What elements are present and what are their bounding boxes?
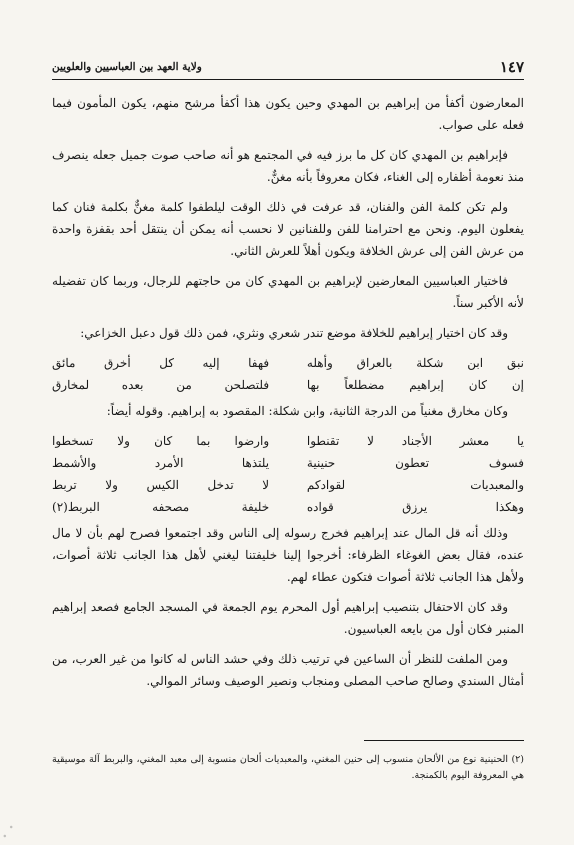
scan-speckle bbox=[0, 815, 16, 845]
verse-line bbox=[52, 352, 524, 374]
verse-line bbox=[52, 374, 524, 396]
verse-second-hemistich: يلتذها الأمرد والأشمط bbox=[52, 456, 270, 470]
running-head: ولاية العهد بين العباسيين والعلويين bbox=[52, 61, 202, 73]
verse-first-hemistich: يا معشر الأجناد لا تقنطوا bbox=[306, 434, 524, 448]
verse-line bbox=[52, 474, 524, 496]
verse-second-hemistich: وارضوا بما كان ولا تسخطوا bbox=[52, 434, 270, 448]
paragraph: ولم تكن كلمة الفن والفنان، قد عرفت في ذلك الوقت ليلطفوا كلمة مغنٌّ بكلمة فنان كما يفعلون اليوم. ونحن مع احترامنا للفن وللفنانين لا نحسب أنه يمكن أن ينتقل أحد بقفزة واحدة من عرش الفن إلى عرش الخلافة ويكون أهلاً للعرش الثاني. bbox=[52, 200, 524, 258]
main-text bbox=[52, 92, 524, 700]
paragraph: المعارضون أكفأ من إبراهيم بن المهدي وحين يكون هذا أكفأ مرشح منهم، يكون المأمون فيما فعله على صواب. bbox=[52, 96, 524, 132]
page-header bbox=[52, 58, 524, 76]
footnote-rule bbox=[364, 740, 524, 741]
poem-second bbox=[52, 430, 524, 518]
paragraph: فإبراهيم بن المهدي كان كل ما برز فيه في المجتمع هو أنه صاحب صوت جميل جعله ينصرف منذ نعومة أظفاره إلى الغناء، فكان معروفاً بأنه مغنٌّ. bbox=[52, 148, 524, 184]
verse-first-hemistich: نبق ابن شكلة بالعراق وأهله bbox=[306, 356, 524, 370]
paragraph: وقد كان الاحتفال بتنصيب إبراهيم أول المحرم يوم الجمعة في المسجد الجامع فصعد إبراهيم المنبر فكان أول من بايعه العباسيون. bbox=[52, 600, 524, 636]
verse-line bbox=[52, 430, 524, 452]
verse-second-hemistich: فلتصلحن من بعده لمخارق bbox=[52, 378, 270, 392]
paragraph: فاختيار العباسيين المعارضين لإبراهيم بن المهدي كان من حاجتهم للرجال، وربما كان تفضيله لأنه الأكبر سناً. bbox=[52, 274, 524, 310]
paragraph: ومن الملفت للنظر أن الساعين في ترتيب ذلك وفي حشد الناس له كانوا من غير العرب، من أمثال السندي وصالح صاحب المصلى ومنجاب ونصير الوصيف وسائر الموالي. bbox=[52, 652, 524, 688]
paragraph: وذلك أنه قل المال عند إبراهيم فخرج رسوله إلى الناس وقد اجتمعوا فصرح لهم بأن لا مال عنده، فقال بعض الغوغاء الظرفاء: أخرجوا إلينا خليفتنا ليغني لأهل هذا الجانب ثلاثة أصوات، ولأهل هذا الجانب ثلاثة أصوات فتكون عطاء لهم. bbox=[52, 526, 524, 584]
footnote: (٢) الحنينية نوع من الألحان منسوب إلى حنين المغني، والمعبديات ألحان منسوبة إلى معبد المغني، والبربط آلة موسيقية هي المعروفة اليوم بالكمنجة. bbox=[52, 754, 524, 781]
verse-first-hemistich: وهكذا يرزق قواده bbox=[306, 500, 524, 514]
verse-line bbox=[52, 452, 524, 474]
verse-first-hemistich: والمعبديات لقوادكم bbox=[306, 478, 524, 492]
verse-second-hemistich: فهفا إليه كل أخرق مائق bbox=[52, 356, 270, 370]
verse-second-hemistich: لا تدخل الكيس ولا تربط bbox=[52, 478, 270, 492]
verse-second-hemistich: خليفة مصحفه البربط(٢) bbox=[52, 500, 270, 514]
verse-first-hemistich: فسوف تعطون حنينية bbox=[306, 456, 524, 470]
page-number: ١٤٧ bbox=[499, 58, 524, 76]
paragraph: وكان مخارق مغنياً من الدرجة الثانية، وابن شكلة: المقصود به إبراهيم. وقوله أيضاً: bbox=[106, 404, 508, 418]
verse-line bbox=[52, 496, 524, 518]
paragraph: وقد كان اختيار إبراهيم للخلافة موضع تندر شعري ونثري، فمن ذلك قول دعبل الخزاعي: bbox=[80, 326, 508, 340]
verse-first-hemistich: إن كان إبراهيم مضطلعاً بها bbox=[306, 378, 524, 392]
header-rule bbox=[52, 79, 524, 80]
poem-dibil bbox=[52, 352, 524, 396]
